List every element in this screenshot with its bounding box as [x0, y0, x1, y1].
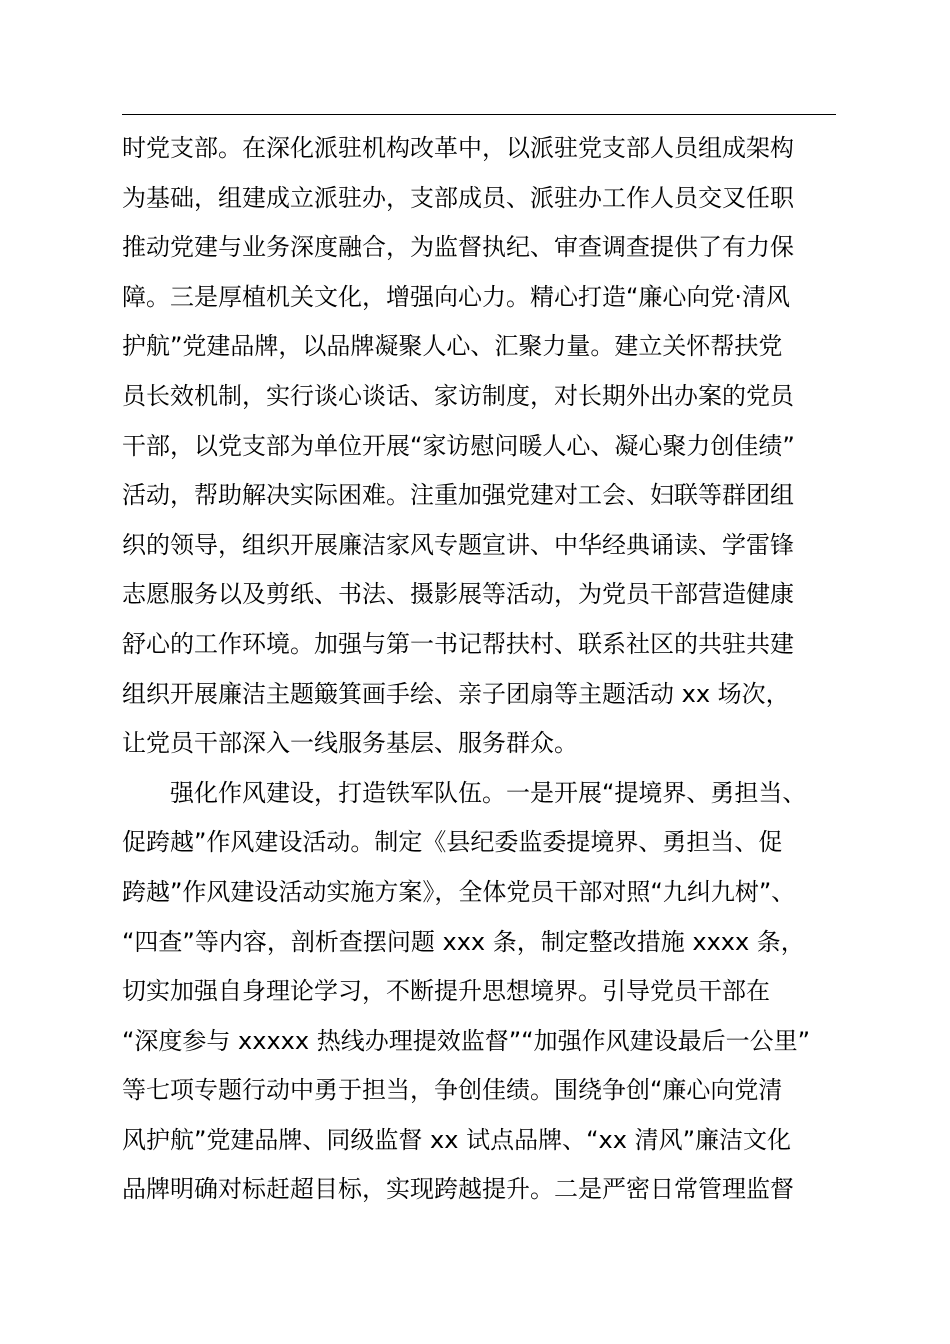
text-line: 志愿服务以及剪纸、书法、摄影展等活动，为党员干部营造健康 [122, 580, 794, 609]
text-line: 推动党建与业务深度融合，为监督执纪、审查调查提供了有力保 [122, 233, 794, 262]
header-rule [122, 114, 836, 115]
text-line: 跨越”作风建设活动实施方案》，全体党员干部对照“九纠九树”、 [122, 877, 796, 906]
text-line: 时党支部。在深化派驻机构改革中，以派驻党支部人员组成架构 [122, 134, 794, 162]
text-line: “四查”等内容，剖析查摆问题 xxx 条，制定整改措施 xxxx 条， [122, 927, 805, 956]
text-line: 风护航”党建品牌、同级监督 xx 试点品牌、“xx 清风”廉洁文化 [122, 1125, 791, 1154]
text-line: 促跨越”作风建设活动。制定《县纪委监委提境界、勇担当、促 [122, 828, 783, 857]
text-line: 为基础，组建成立派驻办，支部成员、派驻办工作人员交叉任职 [122, 183, 794, 212]
text-line: 活动，帮助解决实际困难。注重加强党建对工会、妇联等群团组 [122, 481, 794, 510]
text-line: 等七项专题行动中勇于担当，争创佳绩。围绕争创“廉心向党清 [122, 1076, 783, 1105]
document-body [122, 124, 838, 1215]
text-line: 品牌明确对标赶超目标，实现跨越提升。二是严密日常管理监督 [122, 1175, 794, 1204]
text-line: 护航”党建品牌，以品牌凝聚人心、汇聚力量。建立关怀帮扶党 [122, 332, 783, 361]
text-line: “深度参与 xxxxx 热线办理提效监督”“加强作风建设最后一公里” [122, 1026, 811, 1055]
text-line: 组织开展廉洁主题簸箕画手绘、亲子团扇等主题活动 xx 场次， [122, 679, 790, 708]
text-line: 舒心的工作环境。加强与第一书记帮扶村、联系社区的共驻共建 [122, 629, 794, 658]
text-line: 障。三是厚植机关文化，增强向心力。精心打造“廉心向党·清风 [122, 282, 791, 311]
paragraph-start-line: 强化作风建设，打造铁军队伍。一是开展“提境界、勇担当、 [122, 778, 807, 807]
text-line: 员长效机制，实行谈心谈话、家访制度，对长期外出办案的党员 [122, 381, 794, 410]
text-line: 干部，以党支部为单位开展“家访慰问暖人心、凝心聚力创佳绩” [122, 431, 795, 460]
text-line: 切实加强自身理论学习，不断提升思想境界。引导党员干部在 [122, 977, 770, 1006]
text-line: 让党员干部深入一线服务基层、服务群众。 [122, 729, 578, 758]
text-line: 织的领导，组织开展廉洁家风专题宣讲、中华经典诵读、学雷锋 [122, 530, 794, 559]
